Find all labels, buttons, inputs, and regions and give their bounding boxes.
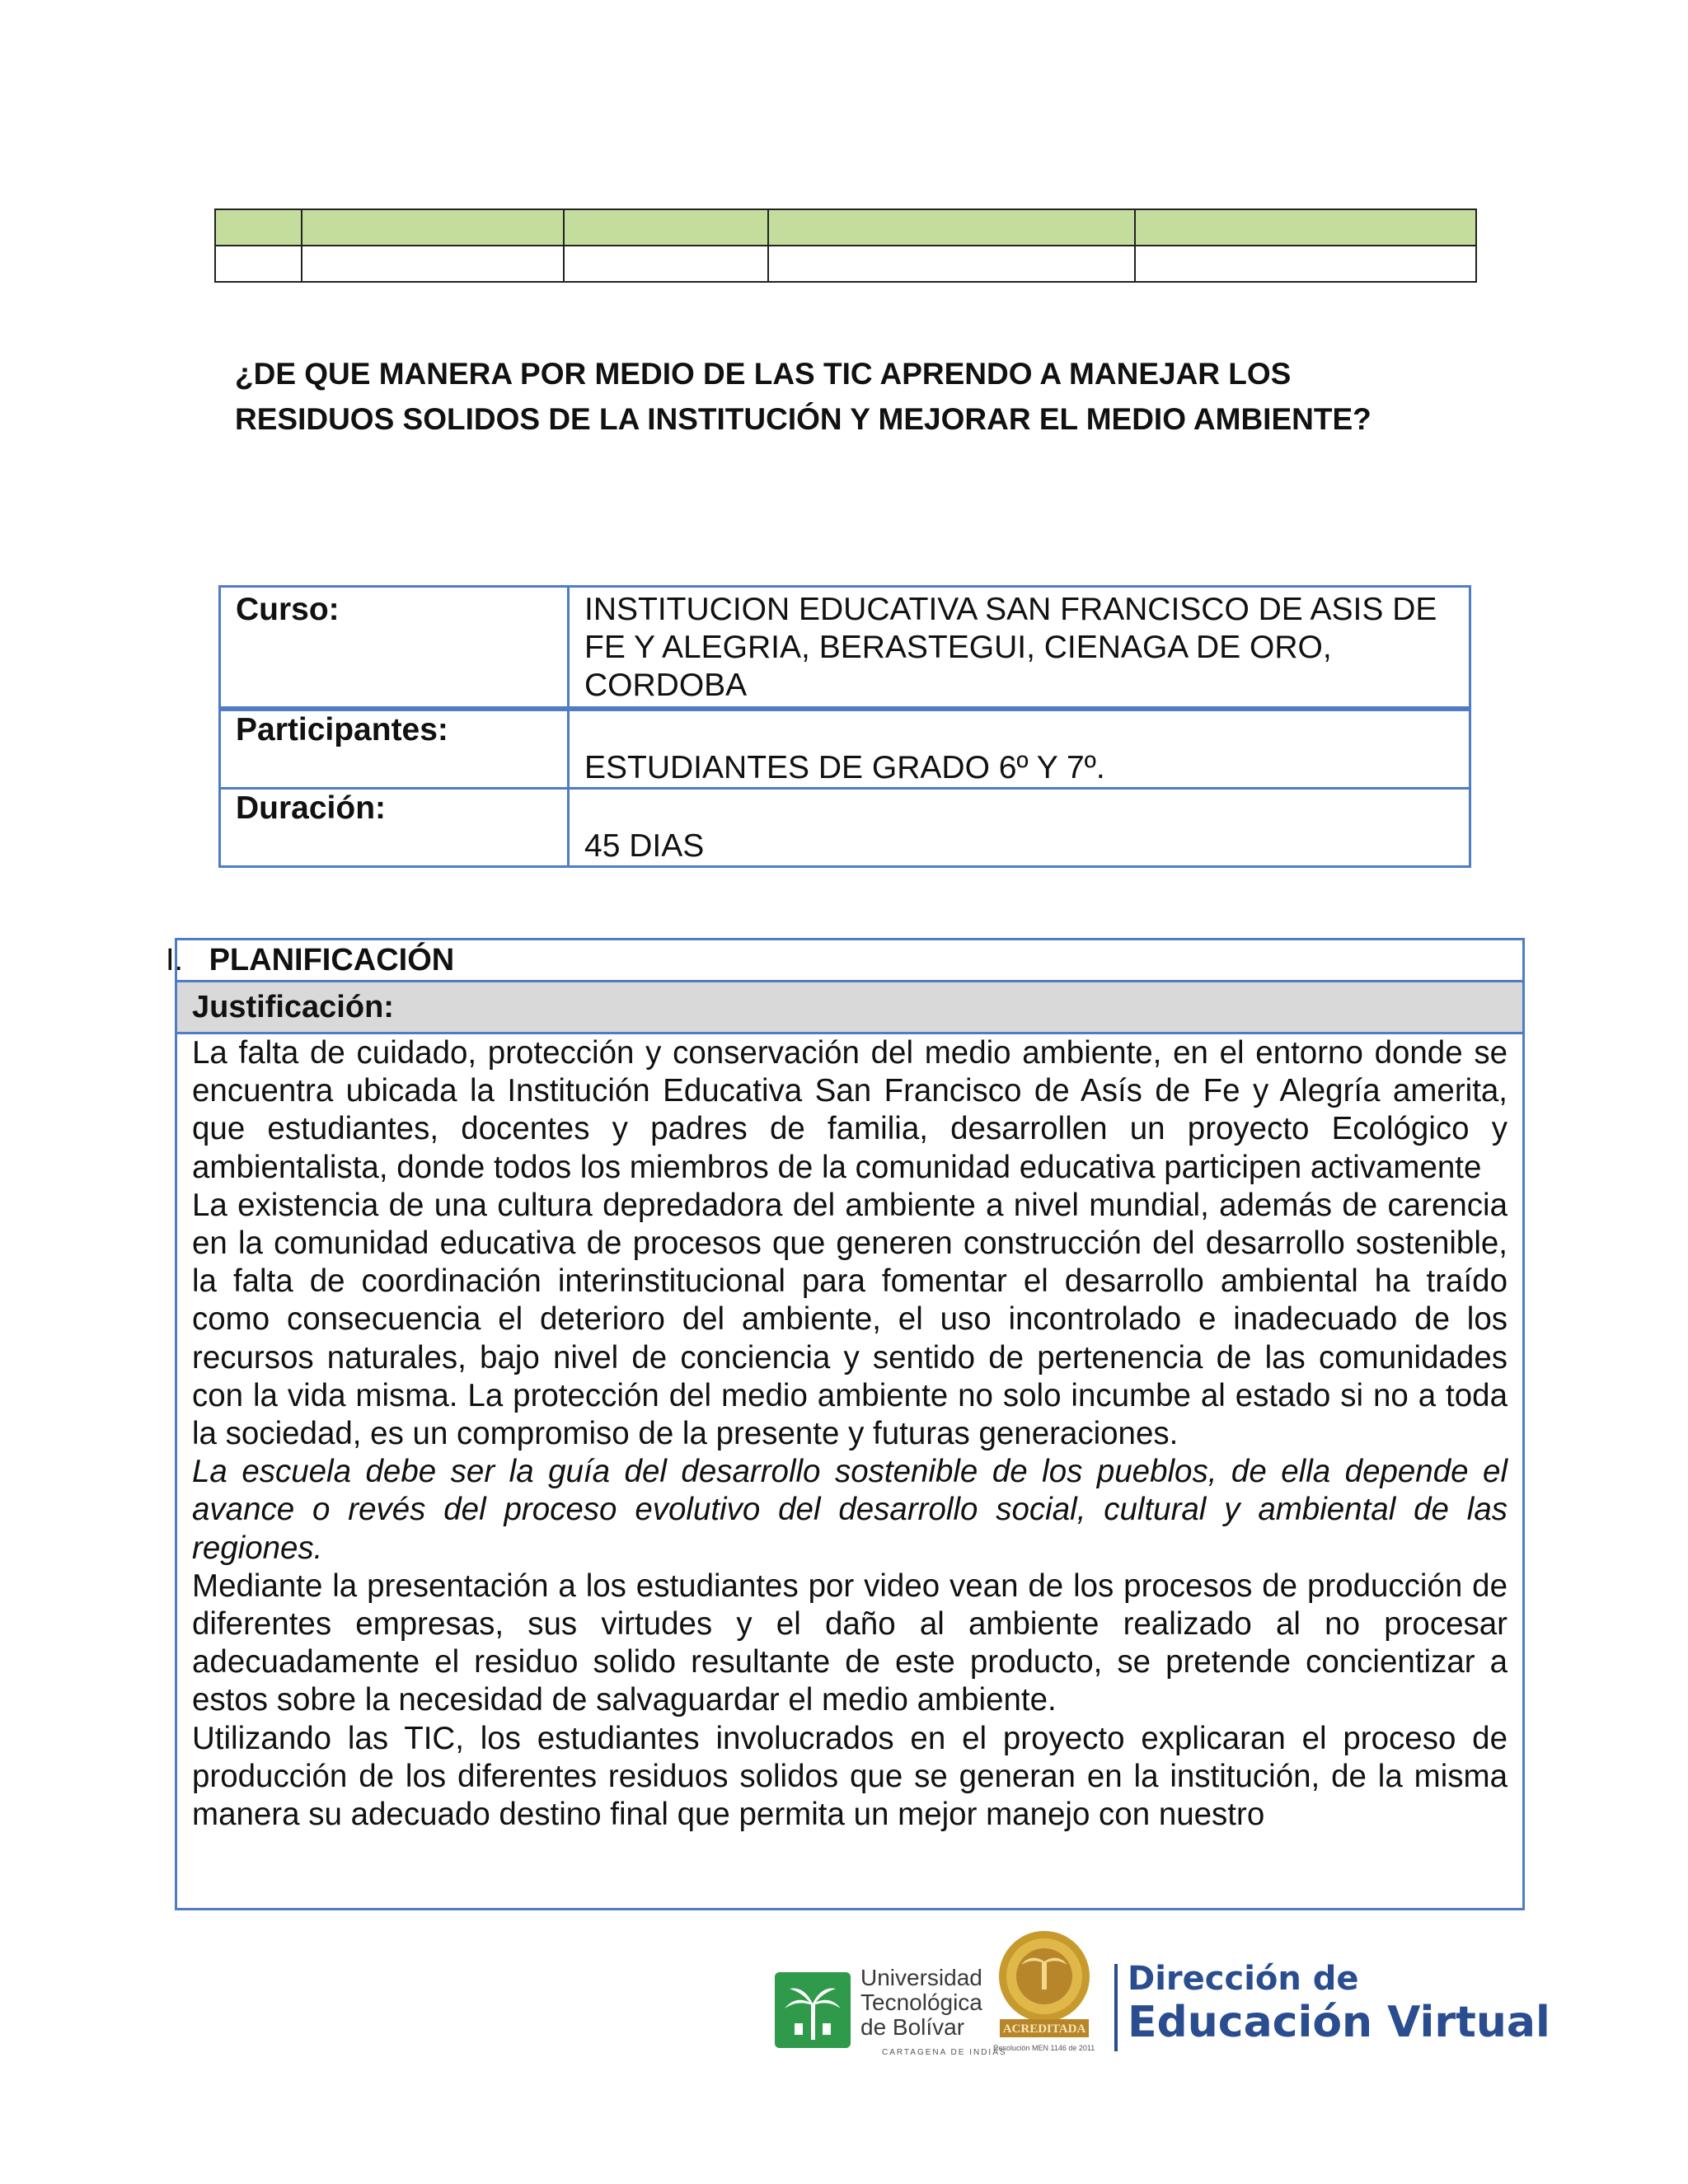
virtual-education-logo bbox=[1128, 1960, 1550, 2047]
table-cell bbox=[302, 246, 564, 282]
section-number: I. bbox=[166, 943, 184, 977]
utb-line: de Bolívar bbox=[860, 2014, 965, 2040]
seal-subtitle: Resolución MEN 1146 de 2011 bbox=[993, 2044, 1095, 2052]
duration-cell bbox=[569, 789, 1470, 867]
participants-cell bbox=[569, 709, 1470, 789]
participants-row bbox=[220, 709, 1470, 789]
justification-body bbox=[177, 1034, 1522, 1834]
utb-line: Tecnológica bbox=[860, 1990, 982, 2015]
course-info-table bbox=[218, 585, 1471, 868]
edu-line-1: Dirección de bbox=[1128, 1960, 1359, 1998]
table-cell bbox=[302, 209, 564, 246]
table-cell bbox=[1135, 209, 1476, 246]
edu-line-2: Educación Virtual bbox=[1128, 1998, 1550, 2047]
duration-value: 45 DIAS bbox=[584, 828, 705, 864]
course-value: INSTITUCION EDUCATIVA SAN FRANCISCO DE ASIS DE FE Y ALEGRIA, BERASTEGUI, CIENAGA DE ORO, CORDOBA bbox=[569, 587, 1470, 710]
table-cell bbox=[215, 209, 302, 246]
palm-tree-icon bbox=[775, 1972, 851, 2048]
duration-label: Duración: bbox=[220, 789, 569, 867]
paragraph-italic: La escuela debe ser la guía del desarrollo sostenible de los pueblos, de ella depende el avance o revés del proceso evolutivo del desarrollo social, cultural y ambiental de las regiones. bbox=[192, 1454, 1507, 1566]
participants-value: ESTUDIANTES DE GRADO 6º Y 7º. bbox=[584, 750, 1105, 785]
accreditation-seal bbox=[993, 1929, 1096, 2056]
utb-name bbox=[860, 1966, 982, 2040]
paragraph: Utilizando las TIC, los estudiantes involucrados en el proyecto explicaran el proceso de producción de los diferentes residuos solidos que se generan en la institución, de la misma manera su adecuado destino final que permita un mejor manejo con nuestro bbox=[192, 1720, 1507, 1833]
utb-subtitle: CARTAGENA DE INDIAS bbox=[882, 2048, 1007, 2057]
table-cell bbox=[768, 246, 1135, 282]
justification-heading: Justificación: bbox=[177, 982, 1522, 1034]
table-row bbox=[215, 209, 1476, 246]
planning-title: PLANIFICACIÓN bbox=[209, 943, 455, 977]
utb-line: Universidad bbox=[860, 1965, 982, 1990]
course-row bbox=[220, 587, 1470, 710]
paragraph: La existencia de una cultura depredadora del ambiente a nivel mundial, además de carencia en la comunidad educativa de procesos que generen construcción del desarrollo sostenible, la falta de coordinación interinstitucional para fomentar el desarrollo ambiental ha traído como consecuencia el deterioro del ambiente, el uso incontrolado e inadecuado de los recursos naturales, bajo nivel de conciencia y sentido de pertenencia de las comunidades con la vida misma. La protección del medio ambiente no solo incumbe al estado si no a toda la sociedad, es un compromiso de la presente y futuras generaciones. bbox=[192, 1187, 1507, 1452]
planning-section bbox=[166, 938, 1525, 1910]
participants-label: Participantes: bbox=[220, 709, 569, 789]
paragraph: Mediante la presentación a los estudiantes por video vean de los procesos de producción de diferentes empresas, sus virtudes y el daño al ambiente realizado al no procesar adecuadamente el residuo solido resultante de este producto, se pretende concientizar a estos sobre la necesidad de salvaguardar el medio ambiente. bbox=[192, 1568, 1507, 1718]
table-cell bbox=[215, 246, 302, 282]
course-label: Curso: bbox=[220, 587, 569, 710]
seal-label: ACREDITADA bbox=[1002, 2022, 1086, 2036]
paragraph: La falta de cuidado, protección y conservación del medio ambiente, en el entorno donde se encuentra ubicada la Institución Educativa San Francisco de Asís de Fe y Alegría amerita, que estudiantes, docentes y padres de familia, desarrollen un proyecto Ecológico y ambientalista, donde todos los miembros de la comunidad educativa participen activamente bbox=[192, 1035, 1507, 1185]
planning-header bbox=[166, 940, 1522, 982]
logo-divider bbox=[1114, 1964, 1118, 2051]
empty-header-table bbox=[214, 209, 1477, 283]
table-cell bbox=[1135, 246, 1476, 282]
duration-row bbox=[220, 789, 1470, 867]
question-heading: ¿DE QUE MANERA POR MEDIO DE LAS TIC APRENDO A MANEJAR LOS RESIDUOS SOLIDOS DE LA INSTITUCIÓN Y MEJORAR EL MEDIO AMBIENTE? bbox=[235, 357, 1372, 436]
table-cell bbox=[768, 209, 1135, 246]
table-row bbox=[215, 246, 1476, 282]
table-cell bbox=[564, 246, 768, 282]
table-cell bbox=[564, 209, 768, 246]
utb-logo bbox=[775, 1965, 1007, 2057]
